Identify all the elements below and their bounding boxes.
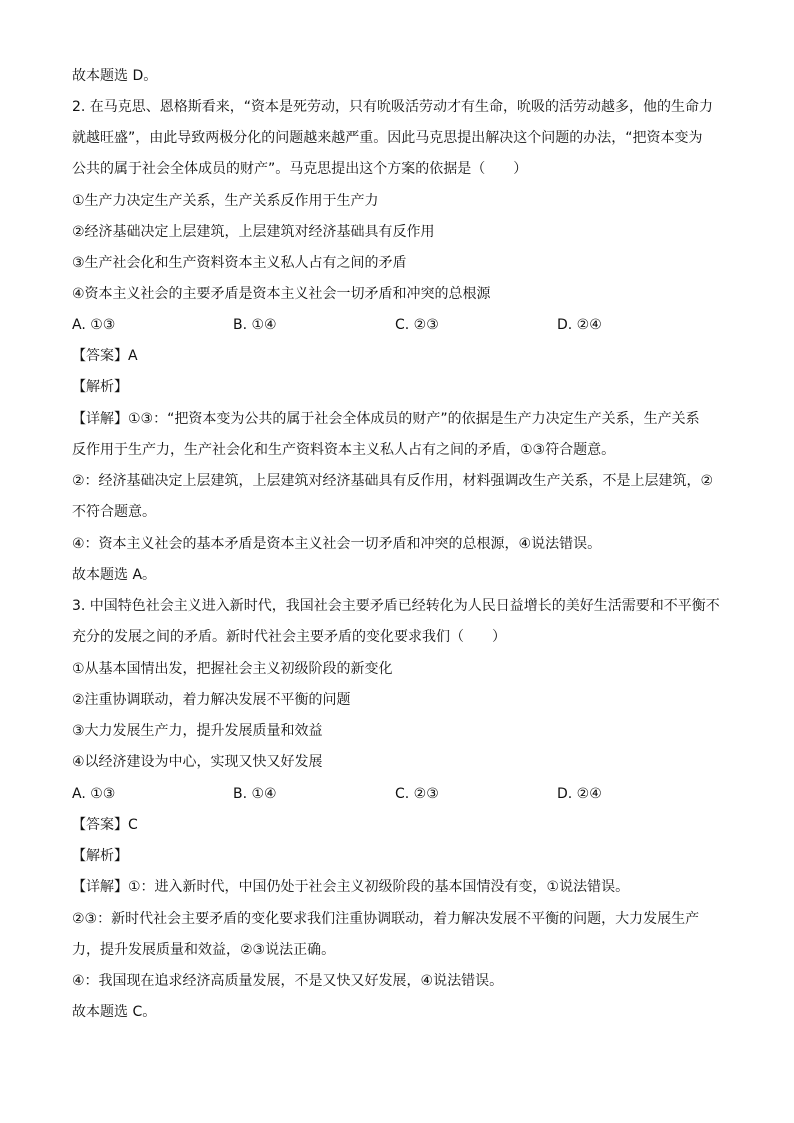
q2-analysis-heading: 【解析】 [72, 379, 128, 395]
q2-detail-line-1: 【详解】①③：“把资本变为公共的属于社会全体成员的财产”的依据是生产力决定生产关系，生产关系 [72, 411, 700, 427]
q3-detail-line-4: ④：我国现在追求经济高质量发展，不是又快又好发展，④说法错误。 [72, 973, 504, 989]
q2-detail-line-2: 反作用于生产力，生产社会化和生产资料资本主义私人占有之间的矛盾，①③符合题意。 [72, 442, 616, 458]
q2-stem-line-1: 2. 在马克思、恩格斯看来，“资本是死劳动，只有吮吸活劳动才有生命，吮吸的活劳动越多，他的生命力 [72, 99, 714, 115]
q3-detail-line-3: 力，提升发展质量和效益，②③说法正确。 [72, 942, 336, 958]
q2-option-d: D. ②④ [557, 317, 602, 333]
q3-analysis-heading: 【解析】 [72, 848, 128, 864]
q3-stem-line-2: 充分的发展之间的矛盾。新时代社会主要矛盾的变化要求我们（ ） [72, 629, 506, 645]
q2-detail-line-3: ②：经济基础决定上层建筑，上层建筑对经济基础具有反作用，材料强调改生产关系，不是上层建筑，② [72, 473, 714, 489]
q3-option-d: D. ②④ [557, 786, 602, 802]
q1-conclusion: 故本题选 D。 [72, 68, 158, 84]
q2-stem-line-2: 就越旺盛”，由此导致两极分化的问题越来越严重。因此马克思提出解决这个问题的办法，“把资本变为 [72, 130, 703, 146]
q3-statement-2: ②注重协调联动，着力解决发展不平衡的问题 [72, 692, 351, 708]
q2-conclusion: 故本题选 A。 [72, 567, 157, 583]
q2-option-a: A. ①③ [72, 317, 116, 333]
q3-option-c: C. ②③ [395, 786, 439, 802]
q3-option-a: A. ①③ [72, 786, 116, 802]
q2-statement-1: ①生产力决定生产关系，生产关系反作用于生产力 [72, 193, 379, 209]
q2-answer: 【答案】A [72, 348, 138, 364]
q2-detail-line-5: ④：资本主义社会的基本矛盾是资本主义社会一切矛盾和冲突的总根源，④说法错误。 [72, 536, 602, 552]
q3-conclusion: 故本题选 C。 [72, 1004, 157, 1020]
q2-option-b: B. ①④ [233, 317, 277, 333]
q2-detail-line-4: 不符合题意。 [72, 504, 156, 520]
q3-statement-3: ③大力发展生产力，提升发展质量和效益 [72, 723, 323, 739]
q3-detail-line-2: ②③：新时代社会主要矛盾的变化要求我们注重协调联动，着力解决发展不平衡的问题，大力发展生产 [72, 911, 700, 927]
q3-detail-line-1: 【详解】①：进入新时代，中国仍处于社会主义初级阶段的基本国情没有变，①说法错误。 [72, 879, 630, 895]
q3-option-b: B. ①④ [233, 786, 277, 802]
q2-statement-2: ②经济基础决定上层建筑，上层建筑对经济基础具有反作用 [72, 224, 435, 240]
q2-statement-4: ④资本主义社会的主要矛盾是资本主义社会一切矛盾和冲突的总根源 [72, 286, 491, 302]
q2-stem-line-3: 公共的属于社会全体成员的财产”。马克思提出这个方案的依据是（ ） [72, 161, 528, 177]
q3-statement-4: ④以经济建设为中心，实现又快又好发展 [72, 754, 323, 770]
q2-option-c: C. ②③ [395, 317, 439, 333]
q3-statement-1: ①从基本国情出发，把握社会主义初级阶段的新变化 [72, 661, 393, 677]
q2-statement-3: ③生产社会化和生产资料资本主义私人占有之间的矛盾 [72, 255, 407, 271]
q3-answer: 【答案】C [72, 817, 138, 833]
q3-stem-line-1: 3. 中国特色社会主义进入新时代，我国社会主要矛盾已经转化为人民日益增长的美好生活需要和不平衡不 [72, 598, 720, 614]
